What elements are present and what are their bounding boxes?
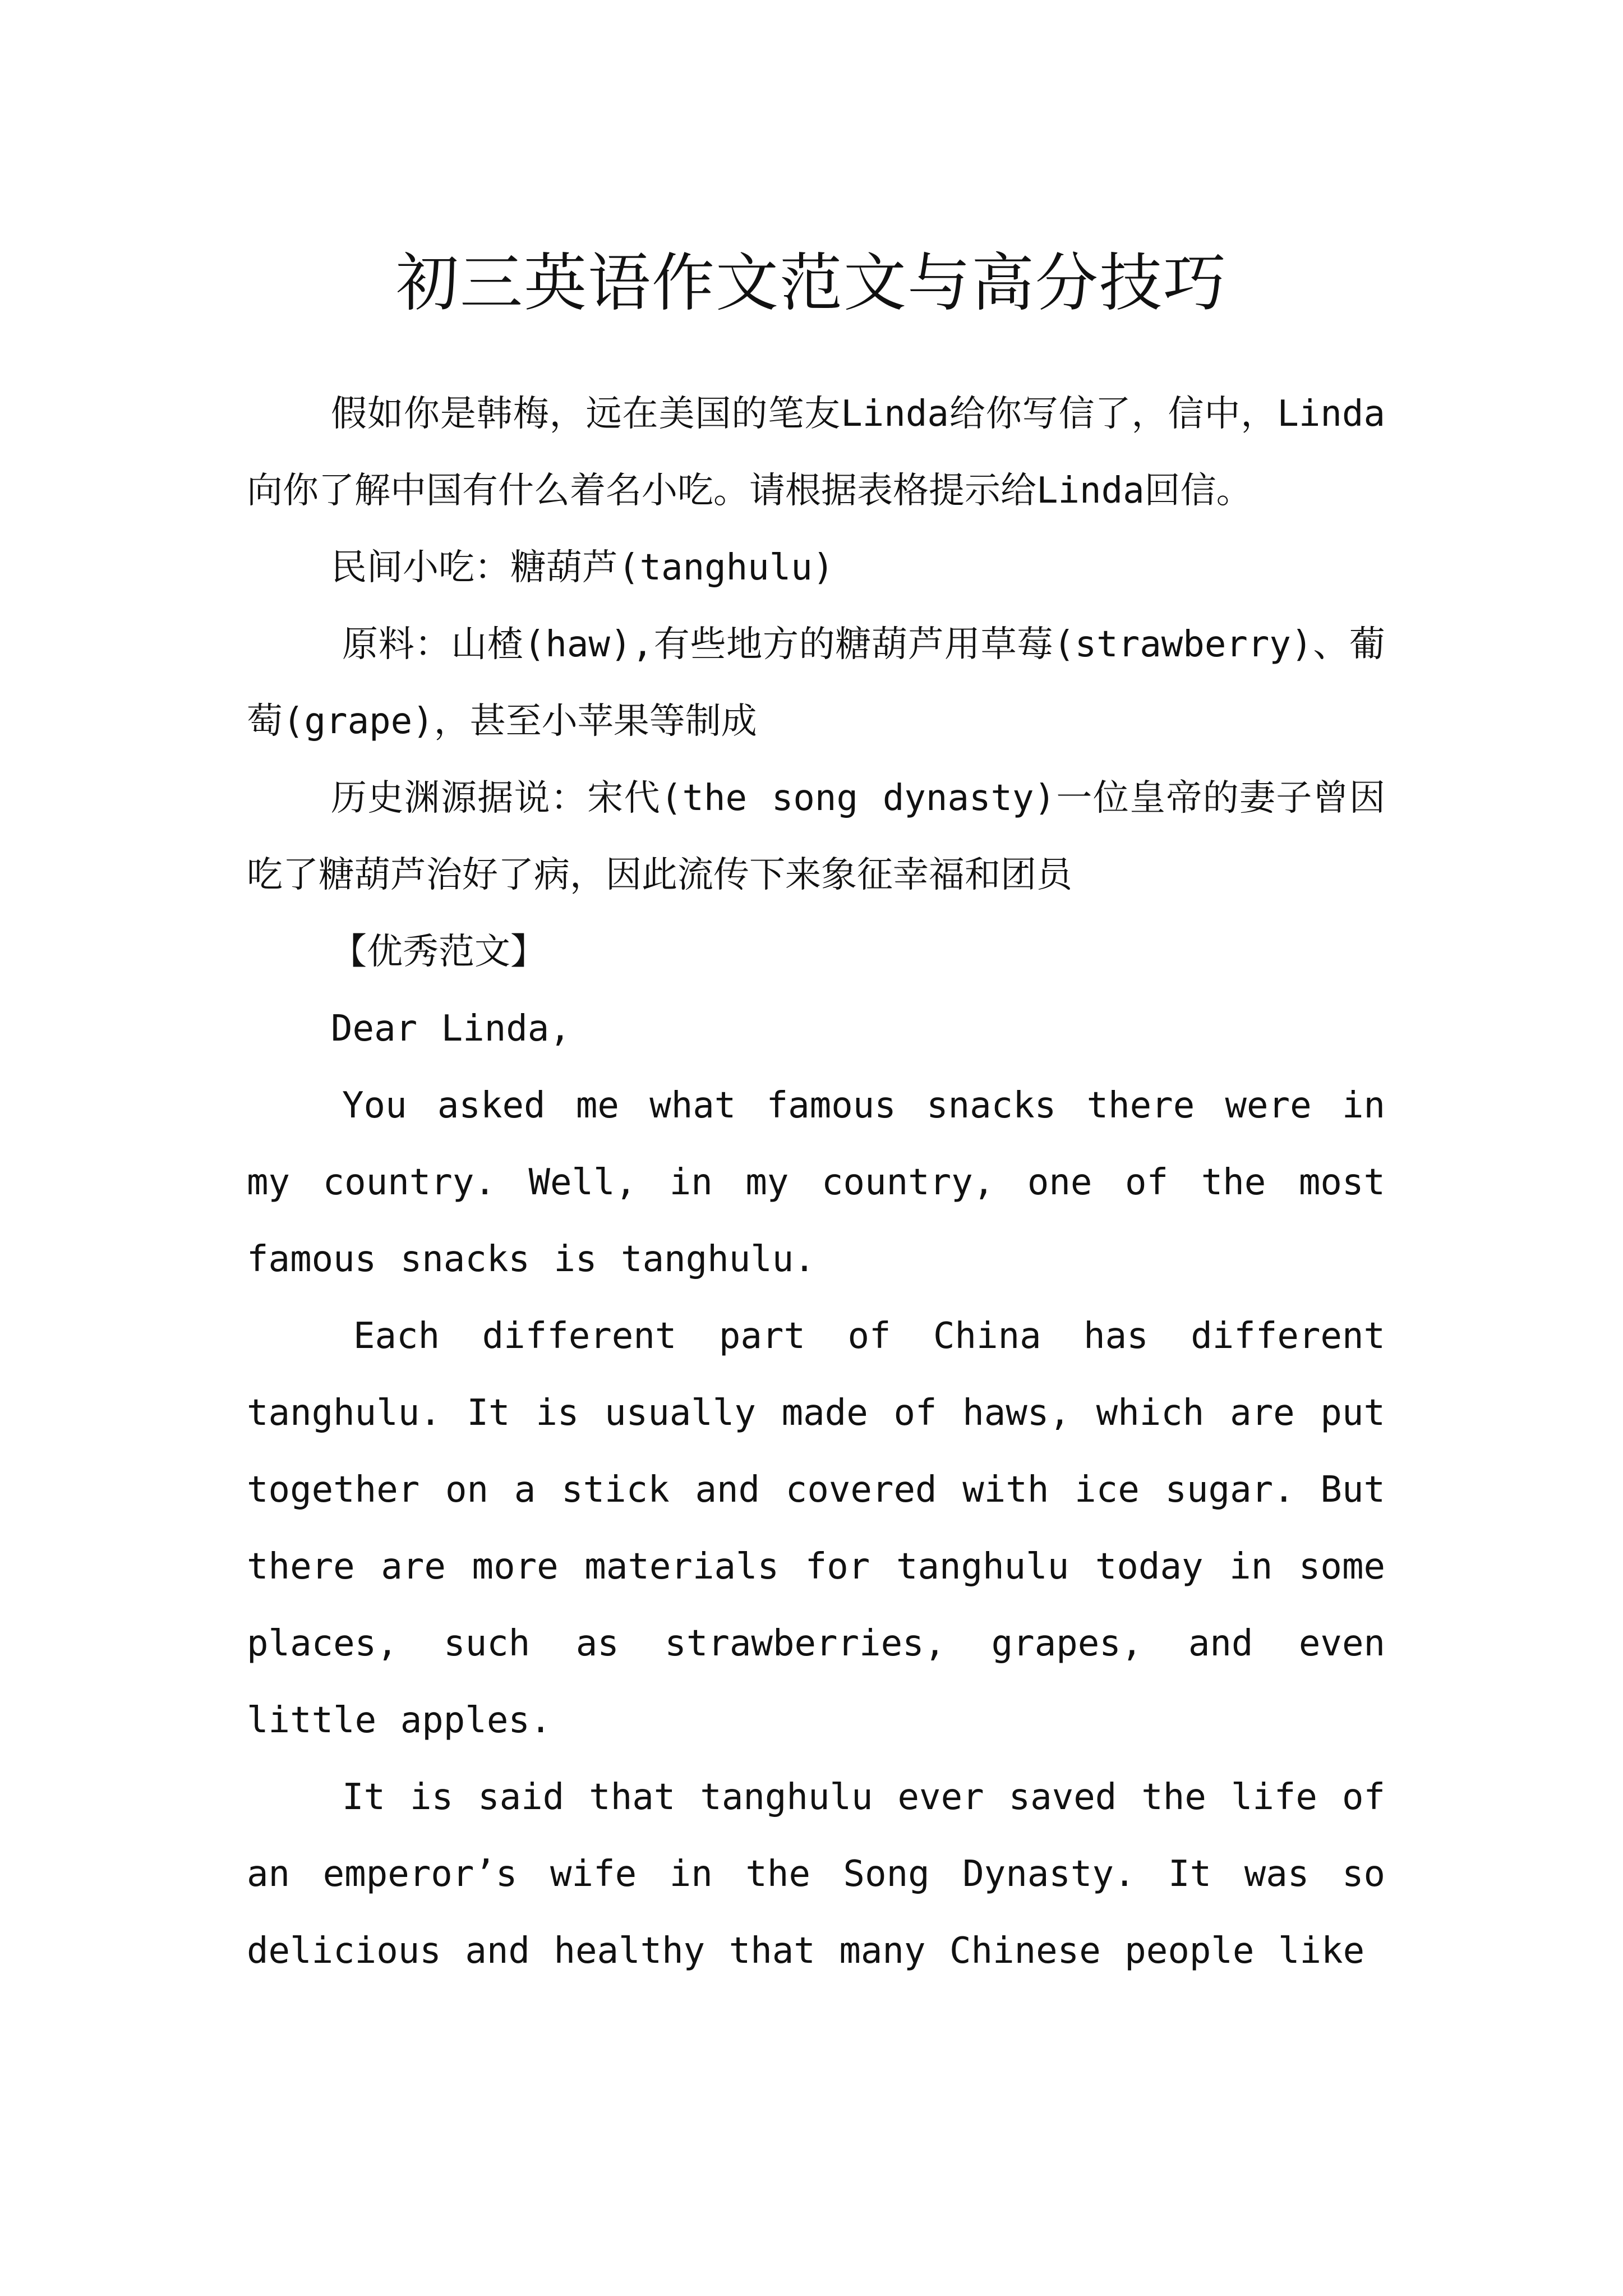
paragraph-sample-heading: 【优秀范文】 [331, 931, 546, 973]
paragraph-letter-3: It is said that tanghulu ever saved the life of an emperor’s wife in the Song Dynasty. It was so delicious and healthy that many Chinese people like [247, 1777, 1385, 1972]
document-body [247, 376, 1385, 1990]
paragraph-greeting: Dear Linda, [331, 1008, 571, 1050]
paragraph-prompt: 假如你是韩梅，远在美国的笔友Linda给你写信了，信中，Linda向你了解中国有什么着名小吃。请根据表格提示给Linda回信。 [247, 393, 1385, 512]
paragraph-history: 历史渊源据说：宋代(the song dynasty)一位皇帝的妻子曾因吃了糖葫芦治好了病，因此流传下来象征幸福和团员 [247, 777, 1385, 896]
paragraph-ingredients: 原料：山楂(haw),有些地方的糖葫芦用草莓(strawberry)、葡萄(grape)，甚至小苹果等制成 [247, 624, 1385, 742]
document-title: 初三英语作文范文与高分技巧 [396, 247, 1227, 320]
paragraph-letter-2: Each different part of China has different tanghulu. It is usually made of haws, which are put together on a stick and covered with ice sugar. But there are more materials for tanghulu today in some places, such as strawberries, grapes, and even little apples. [247, 1315, 1385, 1741]
paragraph-letter-1: You asked me what famous snacks there were in my country. Well, in my country, one of the most famous snacks is tanghulu. [247, 1085, 1385, 1280]
paragraph-snack-name: 民间小吃：糖葫芦(tanghulu) [331, 547, 834, 588]
